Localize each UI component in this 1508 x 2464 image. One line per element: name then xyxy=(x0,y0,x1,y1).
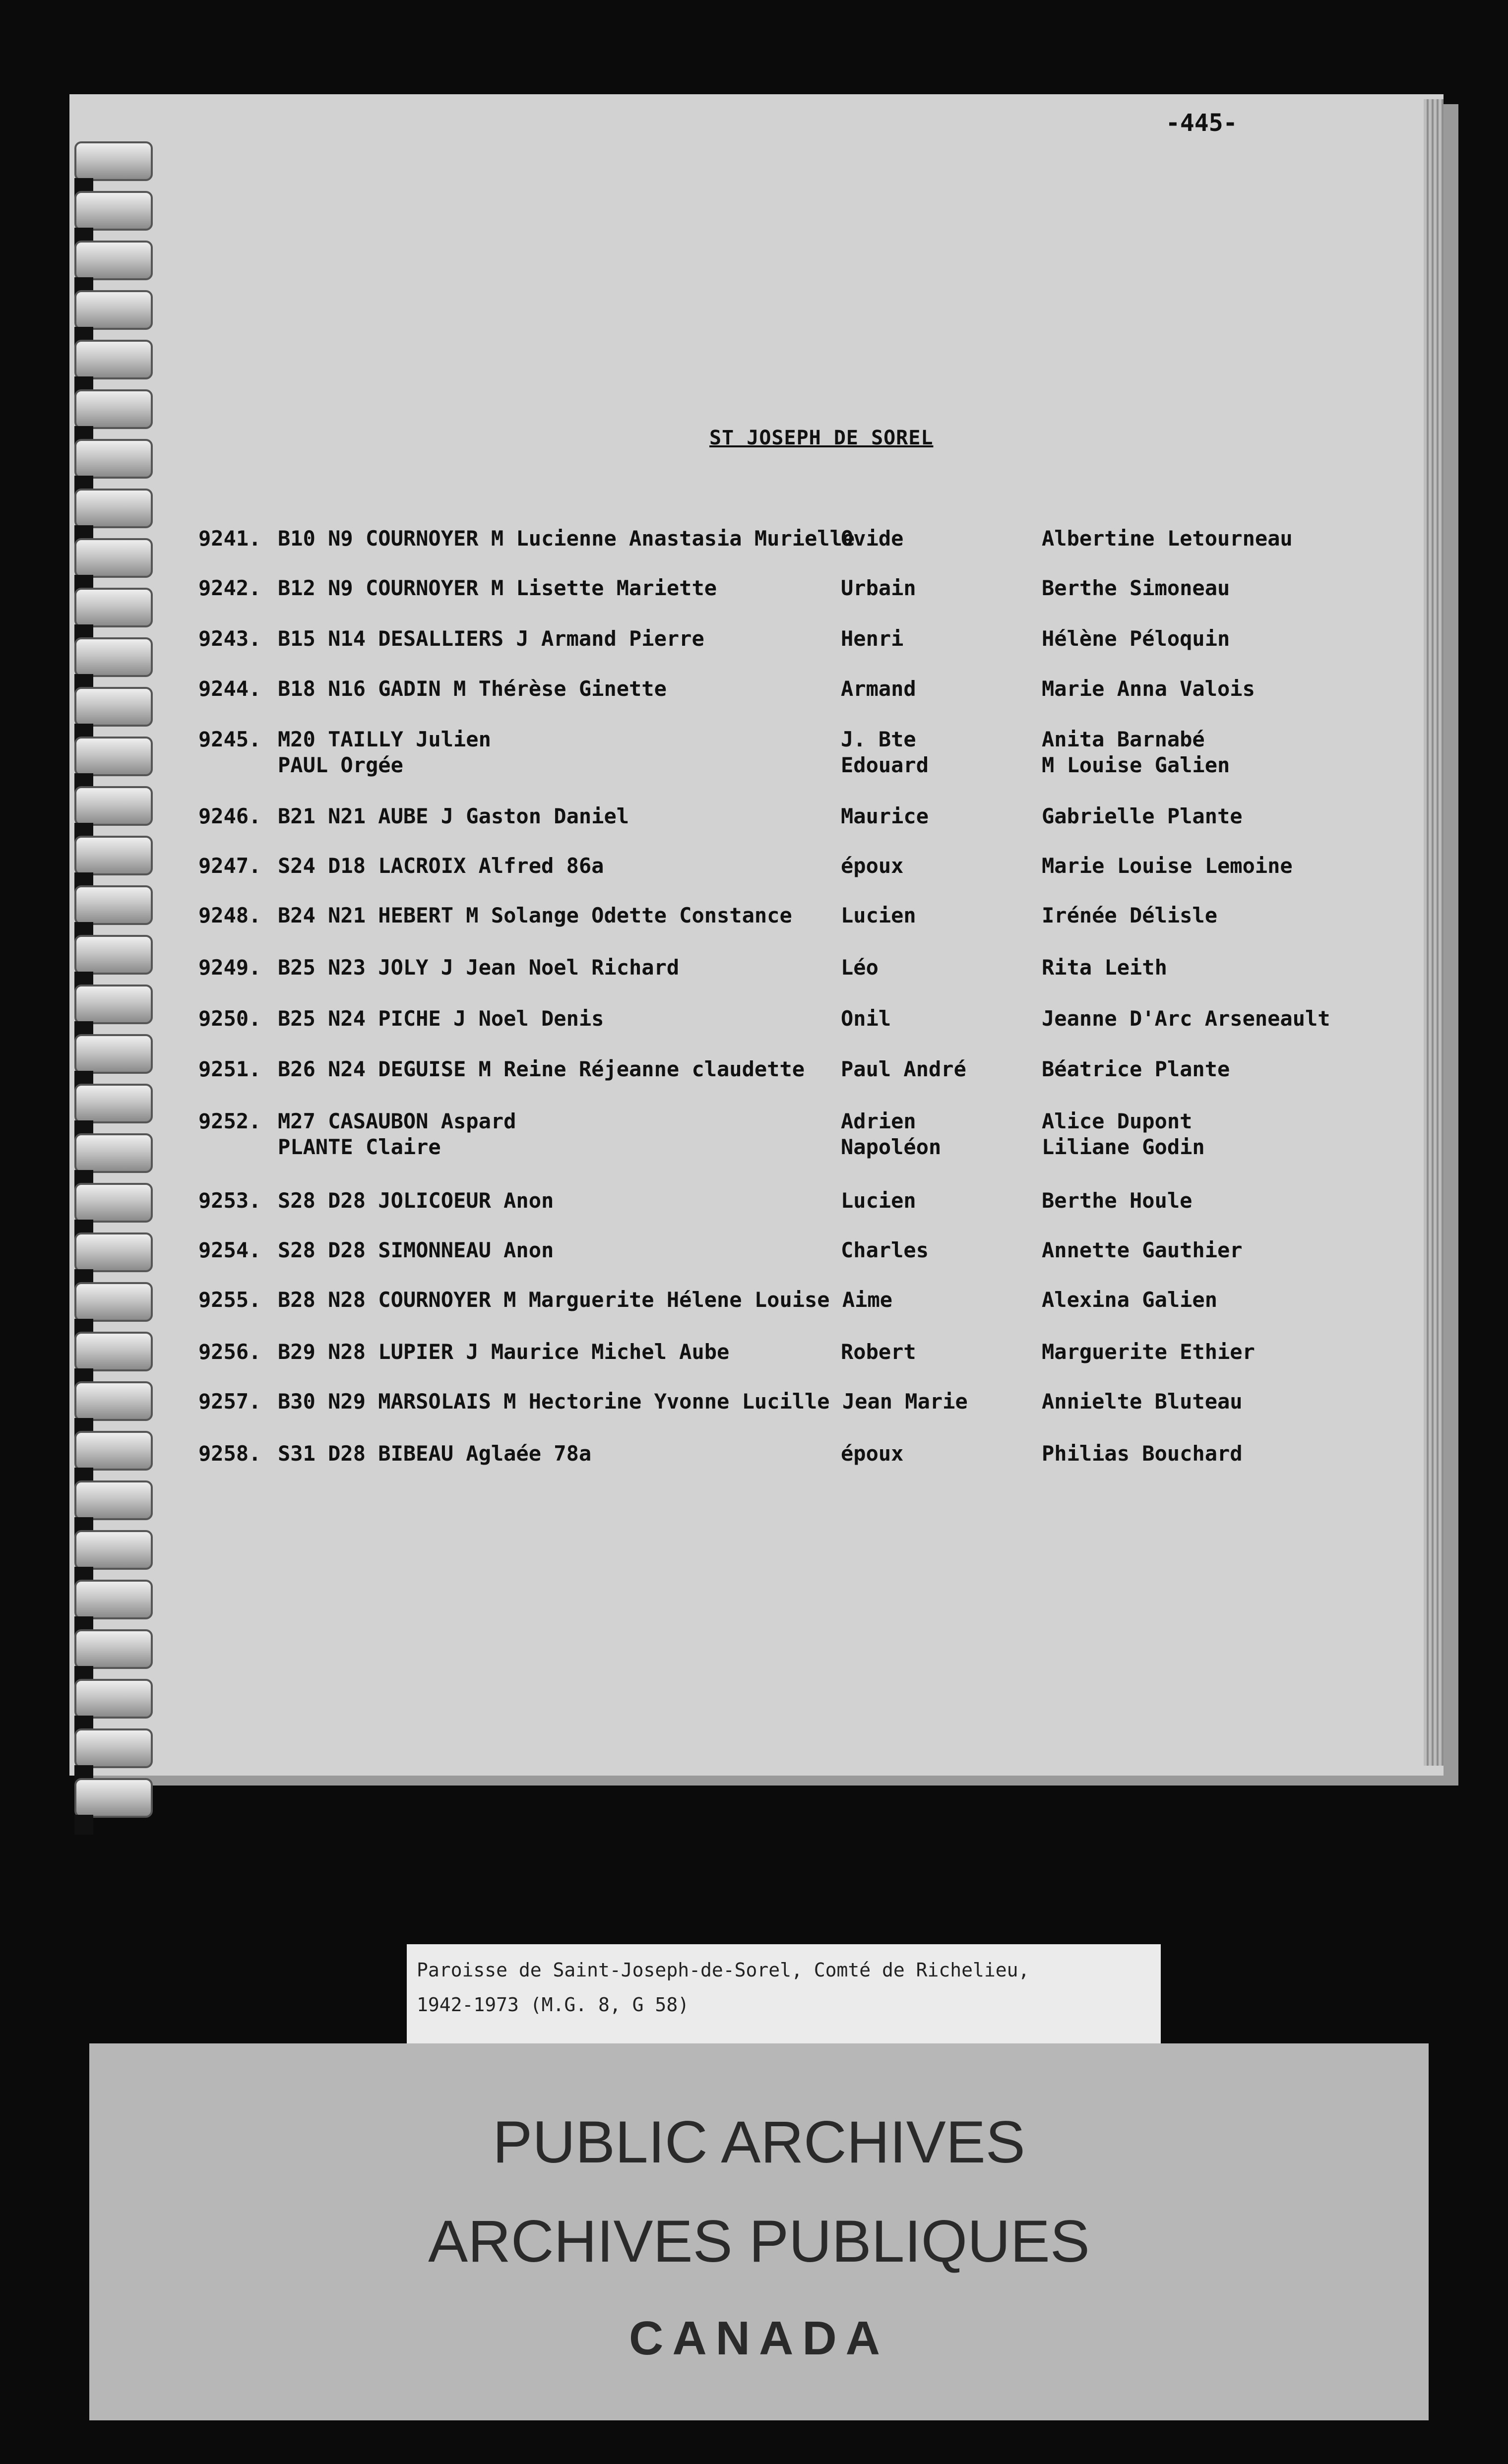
entry-father: Paul André xyxy=(841,1057,966,1081)
table-row xyxy=(0,955,1508,1009)
entry-number: 9257. xyxy=(198,1389,261,1414)
entry-number: 9252. xyxy=(198,1109,261,1133)
entry-number: 9258. xyxy=(198,1441,261,1466)
entry-number: 9249. xyxy=(198,955,261,980)
spiral-coil xyxy=(74,1629,153,1669)
table-row xyxy=(0,1006,1508,1060)
entry-record-line: S31 D28 BIBEAU Aglaée 78a xyxy=(278,1441,592,1466)
table-row xyxy=(0,1339,1508,1394)
table-row xyxy=(0,1109,1508,1163)
table-row xyxy=(0,1389,1508,1443)
entry-mother: Jeanne D'Arc Arseneault xyxy=(1042,1006,1330,1031)
entry-mother: Alexina Galien xyxy=(1042,1288,1218,1312)
entry-number: 9242. xyxy=(198,576,261,600)
entry-record-line: B25 N23 JOLY J Jean Noel Richard xyxy=(278,955,680,980)
table-row xyxy=(0,1188,1508,1242)
binding-hole xyxy=(74,1815,93,1835)
table-row xyxy=(0,626,1508,680)
entry-father: Onil xyxy=(841,1006,891,1031)
entry-record-line: B26 N24 DEGUISE M Reine Réjeanne claudette xyxy=(278,1057,805,1081)
entry-father: J. Bte xyxy=(841,727,916,751)
entry-number: 9255. xyxy=(198,1288,261,1312)
entry-record-line: B29 N28 LUPIER J Maurice Michel Aube xyxy=(278,1340,730,1364)
spiral-coil xyxy=(74,290,153,330)
spiral-coil xyxy=(74,191,153,231)
entry-mother: M Louise Galien xyxy=(1042,753,1230,777)
table-row xyxy=(0,727,1508,781)
archive-line-3: CANADA xyxy=(629,2312,889,2365)
entry-mother: Marie Louise Lemoine xyxy=(1042,854,1293,878)
entry-father: Charles xyxy=(841,1238,929,1262)
entry-number: 9253. xyxy=(198,1188,261,1213)
table-row xyxy=(0,903,1508,957)
spiral-coil xyxy=(74,489,153,528)
spiral-coil xyxy=(74,141,153,181)
entry-record-line: B15 N14 DESALLIERS J Armand Pierre xyxy=(278,626,704,651)
spiral-coil xyxy=(74,241,153,280)
table-row xyxy=(0,575,1508,630)
entry-mother: Annielte Bluteau xyxy=(1042,1389,1243,1414)
entry-record-line: B24 N21 HEBERT M Solange Odette Constance xyxy=(278,903,792,927)
entry-number: 9247. xyxy=(198,854,261,878)
label-line-1: Paroisse de Saint-Joseph-de-Sorel, Comté de Richelieu, xyxy=(417,1959,1030,1981)
entry-record-line: B12 N9 COURNOYER M Lisette Mariette xyxy=(278,576,717,600)
entry-father: Urbain xyxy=(841,576,916,600)
entry-father: Maurice xyxy=(841,804,929,828)
entry-number: 9251. xyxy=(198,1057,261,1081)
entry-father: Adrien xyxy=(841,1109,916,1133)
spiral-coil xyxy=(74,389,153,429)
table-row xyxy=(0,1056,1508,1111)
entry-father: Robert xyxy=(841,1340,916,1364)
entry-record-line: S28 D28 SIMONNEAU Anon xyxy=(278,1238,554,1262)
table-row xyxy=(0,1287,1508,1342)
entry-number: 9246. xyxy=(198,804,261,828)
entry-record-line: M20 TAILLY Julien xyxy=(278,727,491,751)
entry-number: 9254. xyxy=(198,1238,261,1262)
page-number: -445- xyxy=(1166,109,1238,137)
entry-number: 9248. xyxy=(198,903,261,927)
spiral-coil xyxy=(74,1580,153,1619)
table-row xyxy=(0,526,1508,580)
entry-father: Lucien xyxy=(841,903,916,927)
spiral-coil xyxy=(74,1679,153,1719)
table-row xyxy=(0,853,1508,908)
entry-mother: Marie Anna Valois xyxy=(1042,677,1255,701)
entry-mother: Hélène Péloquin xyxy=(1042,626,1230,651)
entry-mother: Berthe Houle xyxy=(1042,1188,1193,1213)
entry-father: Lucien xyxy=(841,1188,916,1213)
entry-record-line: S24 D18 LACROIX Alfred 86a xyxy=(278,854,604,878)
entry-record-line: B28 N28 COURNOYER M Marguerite Hélene Louise Aime xyxy=(278,1288,893,1312)
entry-mother: Annette Gauthier xyxy=(1042,1238,1243,1262)
entry-record-line: B30 N29 MARSOLAIS M Hectorine Yvonne Lucille Jean Marie xyxy=(278,1389,968,1414)
entry-number: 9244. xyxy=(198,677,261,701)
entry-mother: Philias Bouchard xyxy=(1042,1441,1243,1466)
entry-record-line: PAUL Orgée xyxy=(278,753,403,777)
entry-record-line: M27 CASAUBON Aspard xyxy=(278,1109,516,1133)
entry-mother: Albertine Letourneau xyxy=(1042,526,1293,551)
table-row xyxy=(0,676,1508,731)
entry-record-line: S28 D28 JOLICOEUR Anon xyxy=(278,1188,554,1213)
entry-father: Ovide xyxy=(841,526,904,551)
table-row xyxy=(0,1237,1508,1292)
entry-father: Armand xyxy=(841,677,916,701)
entry-number: 9243. xyxy=(198,626,261,651)
entry-record-line: B25 N24 PICHE J Noel Denis xyxy=(278,1006,604,1031)
entry-mother: Anita Barnabé xyxy=(1042,727,1205,751)
entry-number: 9256. xyxy=(198,1340,261,1364)
entry-mother: Béatrice Plante xyxy=(1042,1057,1230,1081)
entry-record-line: PLANTE Claire xyxy=(278,1135,441,1159)
entry-father: Léo xyxy=(841,955,879,980)
spiral-coil xyxy=(74,439,153,479)
entry-record-line: B18 N16 GADIN M Thérèse Ginette xyxy=(278,677,667,701)
entry-number: 9250. xyxy=(198,1006,261,1031)
archive-card xyxy=(89,2043,1429,2420)
entry-record-line: B21 N21 AUBE J Gaston Daniel xyxy=(278,804,629,828)
spiral-coil xyxy=(74,1728,153,1768)
entry-father: époux xyxy=(841,854,904,878)
entry-mother: Rita Leith xyxy=(1042,955,1167,980)
entry-mother: Irénée Délisle xyxy=(1042,903,1218,927)
entry-mother: Alice Dupont xyxy=(1042,1109,1193,1133)
archive-line-2: ARCHIVES PUBLIQUES xyxy=(428,2208,1090,2275)
entry-father: Napoléon xyxy=(841,1135,942,1159)
spiral-coil xyxy=(74,1778,153,1818)
entry-mother: Gabrielle Plante xyxy=(1042,804,1243,828)
spiral-coil xyxy=(74,340,153,379)
table-row xyxy=(0,1441,1508,1495)
entry-mother: Marguerite Ethier xyxy=(1042,1340,1255,1364)
entry-record-line: B10 N9 COURNOYER M Lucienne Anastasia Murielle xyxy=(278,526,855,551)
collection-label xyxy=(407,1944,1161,2043)
label-line-2: 1942-1973 (M.G. 8, G 58) xyxy=(417,1994,690,2016)
page-title: ST JOSEPH DE SOREL xyxy=(709,427,934,449)
entry-mother: Berthe Simoneau xyxy=(1042,576,1230,600)
entry-father: Henri xyxy=(841,626,904,651)
archive-line-1: PUBLIC ARCHIVES xyxy=(493,2109,1025,2175)
spiral-coil xyxy=(74,1530,153,1570)
entry-father: Edouard xyxy=(841,753,929,777)
entry-number: 9241. xyxy=(198,526,261,551)
entry-mother: Liliane Godin xyxy=(1042,1135,1205,1159)
entry-father: époux xyxy=(841,1441,904,1466)
entry-number: 9245. xyxy=(198,727,261,751)
table-row xyxy=(0,803,1508,858)
